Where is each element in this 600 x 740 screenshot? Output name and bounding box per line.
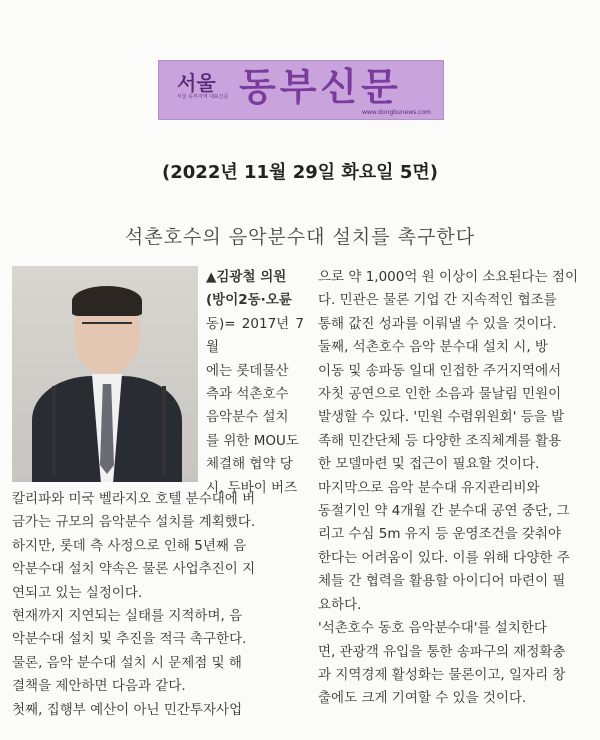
article-right-column — [318, 266, 592, 711]
masthead-region: 서울 — [177, 71, 216, 95]
text-line: 으로 약 1,000억 원 이상이 소요된다는 점이 — [318, 269, 579, 285]
text-line: 체들 간 협력을 활용할 아이디어 마련이 필 — [318, 573, 566, 590]
text-line: 악분수대 설치 및 추진을 적극 촉구한다. — [12, 631, 247, 648]
newspaper-masthead — [158, 60, 444, 120]
text-line: 족해 민간단체 등 다양한 조직체계를 활용 — [318, 432, 562, 449]
masthead-title: 동부신문 — [239, 64, 402, 109]
article-left-bottom — [12, 488, 304, 722]
text-line: 통해 값진 성과를 이뤄낼 수 있을 것이다. — [318, 315, 557, 332]
publication-date: (2022년 11월 29일 화요일 5면) — [162, 162, 438, 183]
text-line: 한다는 어려움이 있다. 이를 위해 다양한 주 — [318, 549, 570, 566]
text-line: 연되고 있는 실정이다. — [12, 584, 143, 601]
text-line: 면, 관광객 유입을 통한 송파구의 재정확충 — [318, 643, 566, 660]
text-line: 이동 및 송파동 일대 인접한 주거지역에서 — [318, 362, 562, 379]
text-line: 칼리파와 미국 벨라지오 호텔 분수대에 버 — [12, 491, 256, 507]
text-line: 리고 수심 5m 유지 등 운영조건을 갖춰야 — [318, 526, 562, 543]
text-line: 물론, 음악 분수대 설치 시 문제점 및 해 — [12, 654, 242, 671]
text-line: (방이2동·오륜 — [206, 292, 292, 309]
masthead-url: www.dongbunews.com — [361, 109, 431, 116]
masthead-tagline: 서울 동부지역 대표신문 — [177, 94, 229, 100]
text-line: 시, 두바이 버즈 — [206, 479, 298, 496]
text-line: 하지만, 롯데 측 사정으로 인해 5년째 음 — [12, 537, 247, 554]
text-line: 금가는 규모의 음악분수 설치를 계획했다. — [12, 514, 256, 531]
text-line: 첫째, 집행부 예산이 아닌 민간투자사업 — [12, 701, 243, 718]
text-line: 다. 민관은 물론 기업 간 지속적인 협조를 — [318, 292, 557, 309]
author-photo — [12, 266, 198, 482]
text-line: 에는 롯데물산 — [206, 362, 289, 379]
text-line: 동)= 2017년 7월 — [206, 315, 304, 356]
text-line: 발생할 수 있다. '민원 수렴위원회' 등을 발 — [318, 409, 565, 426]
text-line: '석촌호수 동호 음악분수대'를 설치한다 — [318, 620, 547, 637]
text-line: 결책을 제안하면 다음과 같다. — [12, 678, 186, 695]
text-line: 요하다. — [318, 596, 362, 613]
text-line: 동절기인 약 4개월 간 분수대 공연 중단, 그 — [318, 503, 570, 520]
text-line: 음악분수 설치 — [206, 409, 289, 426]
text-line: 둘째, 석촌호수 음악 분수대 설치 시, 방 — [318, 339, 548, 356]
text-line: 를 위한 MOU도 — [206, 432, 299, 449]
text-line: 현재까지 지연되는 실태를 지적하며, 음 — [12, 608, 243, 625]
article-headline: 석촌호수의 음악분수대 설치를 촉구한다 — [124, 226, 476, 248]
text-line: ▲김광철 의원 — [206, 269, 287, 285]
text-line: 마지막으로 음악 분수대 유지관리비와 — [318, 479, 540, 496]
text-line: 악분수대 설치 약속은 물론 사업추진이 지 — [12, 561, 256, 578]
text-line: 출에도 크게 기여할 수 있을 것이다. — [318, 690, 527, 707]
article-left-top — [206, 266, 304, 500]
text-line: 자칫 공연으로 인한 소음과 물날림 민원이 — [318, 386, 562, 403]
text-line: 체결해 협약 당 — [206, 456, 293, 473]
text-line: 과 지역경제 활성화는 물론이고, 일자리 창 — [318, 666, 566, 683]
text-line: 한 모델마련 및 접근이 필요할 것이다. — [318, 456, 540, 473]
text-line: 측과 석촌호수 — [206, 386, 289, 403]
